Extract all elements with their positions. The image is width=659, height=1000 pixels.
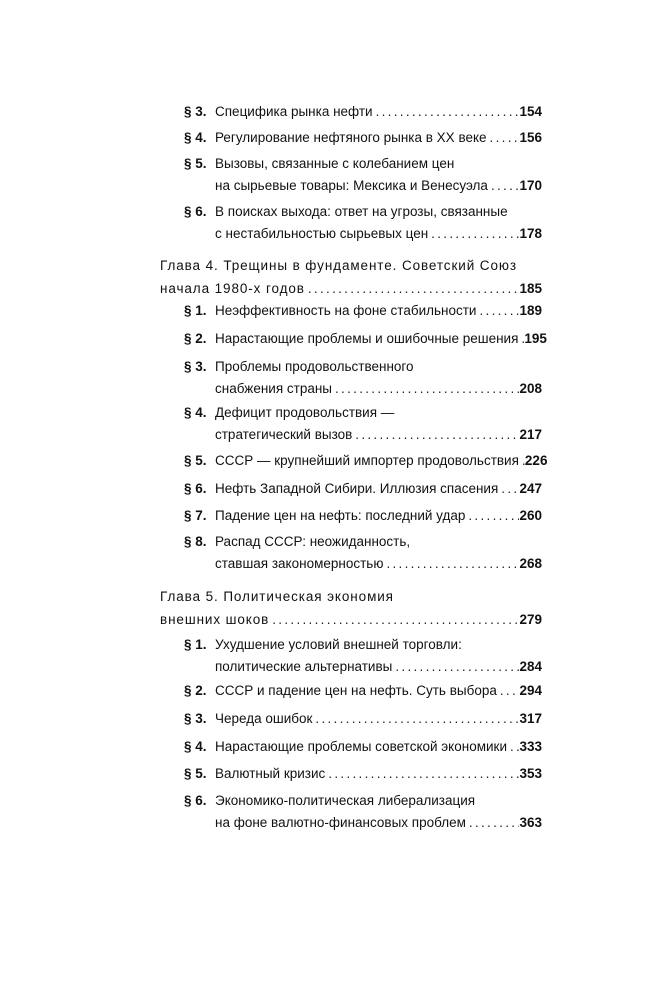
page-number: 208 (519, 381, 542, 396)
page-number: 178 (519, 226, 542, 241)
dot-leader (498, 478, 519, 500)
section-number: § 7. (184, 508, 207, 523)
page-number: 279 (519, 612, 542, 627)
dot-leader (428, 223, 519, 245)
page-number: 268 (519, 556, 542, 571)
section-number: § 4. (184, 739, 207, 754)
section-number: § 3. (184, 104, 207, 119)
section-number: § 2. (184, 683, 207, 698)
toc-entry-ch5-s6[interactable] (184, 790, 542, 834)
page-number: 195 (524, 331, 547, 346)
dot-leader (488, 175, 520, 197)
toc-chapter-4[interactable] (160, 254, 542, 300)
dot-leader (497, 680, 520, 702)
toc-chapter-5[interactable] (160, 585, 542, 631)
dot-leader (465, 505, 519, 527)
page-number: 247 (519, 481, 542, 496)
entry-title-continued: на фоне валютно-финансовых проблем (215, 815, 466, 830)
entry-title: Нефть Западной Сибири. Иллюзия спасения (215, 481, 499, 496)
entry-title-continued: ставшая закономерностью (215, 556, 384, 571)
page-number: 226 (524, 453, 548, 468)
page-number: 154 (519, 104, 542, 119)
entry-title: СССР и падение цен на нефть. Суть выбора (215, 683, 497, 698)
entry-title-continued: политические альтернативы (215, 659, 393, 674)
entry-title: Нарастающие проблемы и ошибочные решения (215, 331, 519, 346)
page-number: 317 (519, 711, 542, 726)
entry-title: Экономико-политическая либерализация (215, 793, 476, 808)
dot-leader (476, 300, 519, 322)
toc-entry-ch3-s6[interactable] (184, 201, 542, 245)
entry-title-continued: стратегический вызов (215, 427, 353, 442)
page-number: 294 (519, 683, 542, 698)
dot-leader (332, 378, 519, 400)
entry-title: Череда ошибок (215, 711, 313, 726)
entry-title: Специфика рынка нефти (215, 104, 373, 119)
entry-title-continued: на сырьевые товары: Мексика и Венесуэла (215, 178, 488, 193)
toc-entry-ch4-s2[interactable] (184, 328, 547, 350)
toc-entry-ch4-s7[interactable] (184, 505, 542, 527)
page-number: 353 (519, 766, 542, 781)
dot-leader (392, 656, 519, 678)
dot-leader (487, 127, 520, 149)
entry-title-continued: снабжения страны (215, 381, 332, 396)
section-number: § 2. (184, 331, 207, 346)
chapter-title-continued: внешних шоков (160, 612, 270, 627)
section-number: § 3. (184, 711, 207, 726)
dot-leader (269, 608, 519, 631)
page-number: 156 (519, 130, 542, 145)
toc-entry-ch3-s5[interactable] (184, 153, 542, 197)
toc-entry-ch5-s3[interactable] (184, 708, 542, 730)
entry-title: Нарастающие проблемы советской экономики (215, 739, 507, 754)
dot-leader (507, 736, 519, 758)
toc-entry-ch3-s4[interactable] (184, 127, 542, 149)
toc-entry-ch4-s3[interactable] (184, 356, 542, 400)
page-number: 217 (519, 427, 542, 442)
entry-title-continued: с нестабильностью сырьевых цен (215, 226, 429, 241)
section-number: § 6. (184, 793, 207, 808)
toc-entry-ch5-s4[interactable] (184, 736, 542, 758)
chapter-title: Глава 4. Трещины в фундаменте. Советский Союз (160, 258, 517, 273)
entry-title: Распад СССР: неожиданность, (215, 534, 411, 549)
entry-title: Неэффективность на фоне стабильности (215, 303, 477, 318)
entry-title: Падение цен на нефть: последний удар (215, 508, 466, 523)
page-number: 185 (519, 281, 542, 296)
page-number: 284 (519, 659, 542, 674)
entry-title: СССР — крупнейший импортер продовольствия (215, 453, 519, 468)
section-number: § 3. (184, 359, 207, 374)
entry-title: Ухудшение условий внешней торговли: (215, 637, 462, 652)
toc-entry-ch4-s1[interactable] (184, 300, 542, 322)
chapter-title-continued: начала 1980-х годов (160, 281, 305, 296)
section-number: § 6. (184, 204, 207, 219)
dot-leader (325, 763, 519, 785)
toc-entry-ch3-s3[interactable] (184, 101, 542, 123)
toc-entry-ch4-s4[interactable] (184, 402, 542, 446)
entry-title: Валютный кризис (215, 766, 326, 781)
entry-title: Проблемы продовольственного (215, 359, 414, 374)
section-number: § 5. (184, 766, 207, 781)
chapter-title: Глава 5. Политическая экономия (160, 589, 394, 604)
section-number: § 8. (184, 534, 207, 549)
dot-leader (312, 708, 519, 730)
toc-entry-ch4-s5[interactable] (184, 450, 548, 472)
section-number: § 4. (184, 405, 207, 420)
dot-leader (352, 424, 519, 446)
toc-entry-ch5-s1[interactable] (184, 634, 542, 678)
page-number: 333 (519, 739, 542, 754)
section-number: § 5. (184, 453, 207, 468)
entry-title: Регулирование нефтяного рынка в XX веке (215, 130, 487, 145)
toc-entry-ch4-s8[interactable] (184, 531, 542, 575)
dot-leader (305, 277, 520, 300)
toc-entry-ch5-s2[interactable] (184, 680, 542, 702)
entry-title: Вызовы, связанные с колебанием цен (215, 156, 455, 171)
dot-leader (466, 812, 520, 834)
entry-title: В поисках выхода: ответ на угрозы, связанные (215, 204, 508, 219)
toc-entry-ch5-s5[interactable] (184, 763, 542, 785)
section-number: § 1. (184, 637, 207, 652)
section-number: § 6. (184, 481, 207, 496)
section-number: § 5. (184, 156, 207, 171)
page-number: 170 (519, 178, 542, 193)
section-number: § 4. (184, 130, 207, 145)
dot-leader (373, 101, 520, 123)
page-number: 189 (519, 303, 542, 318)
page-number: 363 (519, 815, 542, 830)
dot-leader (383, 553, 519, 575)
toc-entry-ch4-s6[interactable] (184, 478, 542, 500)
page-number: 260 (519, 508, 542, 523)
entry-title: Дефицит продовольствия — (215, 405, 395, 420)
section-number: § 1. (184, 303, 207, 318)
